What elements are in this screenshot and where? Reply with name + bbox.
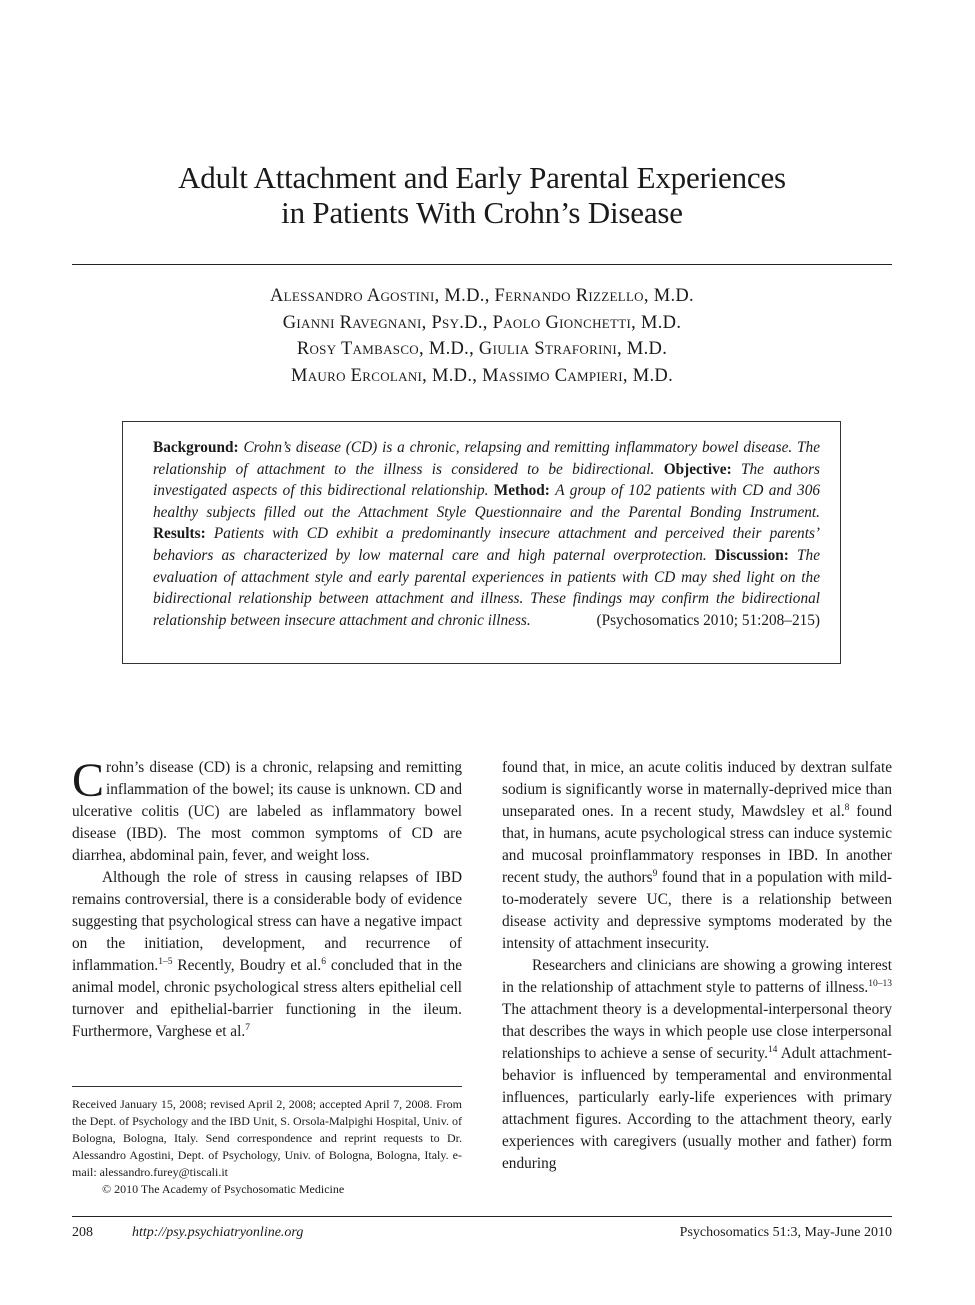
title-line-1: Adult Attachment and Early Parental Experiences [178,160,786,195]
paragraph-text: found that, in humans, acute psychological stress can induce systemic and mucosal proinflammatory responses in IBD. In another recent study, the authors [502,803,892,886]
abstract-results: Patients with CD exhibit a predominantly insecure attachment and perceived their parents’ behaviors as characterized by low maternal care and high paternal overprotection. [153,525,820,564]
drop-cap: C [72,754,105,807]
paragraph-text: The attachment theory is a developmental-interpersonal theory that describes the ways in which people use close interpersonal relationships to achieve a sense of security. [502,1001,892,1062]
citation-ref: 9 [652,868,658,879]
journal-issue-info: Psychosomatics 51:3, May-June 2010 [679,1225,892,1240]
footnote-text: Received January 15, 2008; revised April 2, 2008; accepted April 7, 2008. From the Dept. of Psychology and the IBD Unit, S. Orsola-Malpighi Hospital, Univ. of Bologna, Bologna, Italy. Send correspondence and reprint requests to Dr. Alessandro Agostini, Dept. of Psychology, Univ. of Bologna, Bologna, Italy. e-mail: alessandro.furey@tiscali.it [72,1097,462,1179]
abstract-method-label: Method: [493,482,550,500]
author-line: Rosy Tambasco, M.D., Giulia Straforini, M.D. [296,339,668,360]
abstract-objective-label: Objective: [663,460,732,478]
citation-ref: 1–5 [158,956,173,967]
paragraph-text: found that in a population with mild-to-moderately severe UC, there is a relationship between disease activity and depressive symptoms moderated by the intensity of attachment insecurity. [502,869,892,952]
paragraph-text: Researchers and clinicians are showing a growing interest in the relationship of attachment style to patterns of illness. [502,957,892,996]
footnote [72,1096,462,1198]
copyright-notice: © 2010 The Academy of Psychosomatic Medicine [102,1182,345,1196]
author-list [72,283,892,390]
footnote-divider [72,1086,462,1087]
citation-ref: 7 [245,1022,250,1033]
body-column-right [502,757,892,1175]
body-paragraph [72,867,462,1043]
journal-url-link[interactable]: http://psy.psychiatryonline.org [132,1225,304,1240]
author-line: Mauro Ercolani, M.D., Massimo Campieri, M.D. [290,366,674,387]
footer-divider [72,1216,892,1217]
abstract-objective: The authors investigated aspects of this bidirectional relationship. [153,460,820,500]
body-paragraph [502,757,892,955]
article-title [72,160,892,230]
author-line: Gianni Ravegnani, Psy.D., Paolo Gionchetti, M.D. [282,312,682,333]
author-line: Alessandro Agostini, M.D., Fernando Rizzello, M.D. [270,286,694,306]
abstract-background: Crohn’s disease (CD) is a chronic, relapsing and remitting inflammatory bowel disease. The relationship of attachment to the illness is considered to be bidirectional. [153,439,820,478]
citation-ref: 10–13 [868,978,892,989]
abstract-discussion: The evaluation of attachment style and early parental experiences in patients with CD may shed light on the bidirectional relationship between attachment and illness. These findings may confirm the bidirectional relationship between insecure attachment and chronic illness. [153,546,820,629]
abstract-results-label: Results: [153,525,206,543]
paragraph-text: Although the role of stress in causing relapses of IBD remains controversial, there is a considerable body of evidence suggesting that psychological stress can have a negative impact on the initiation, development, and recurrence of inflammation. [72,869,462,974]
abstract-discussion-label: Discussion: [714,546,789,564]
paragraph-text: Recently, Boudry et al. [172,957,322,974]
paragraph-text: found that, in mice, an acute colitis induced by dextran sulfate sodium is significantly worse in maternally-deprived mice than unseparated ones. In a recent study, Mawdsley et al. [502,759,892,820]
abstract-method: A group of 102 patients with CD and 306 healthy subjects filled out the Attachment Style Questionnaire and the Parental Bonding Instrument. [153,482,821,521]
abstract [153,437,820,631]
paragraph-text: concluded that in the animal model, chronic psychological stress alters epithelial cell turnover and epithelial-barrier functioning in the ileum. Furthermore, Varghese et al. [72,957,463,1040]
paragraph-text: Adult attachment-behavior is influenced by temperamental and environmental influences, particularly early-life experiences with primary attachment figures. According to the attachment theory, early experiences with caregivers (usually mother and father) form enduring [502,1045,892,1172]
body-paragraph [502,955,892,1175]
citation-ref: 14 [767,1044,778,1055]
abstract-background-label: Background: [153,439,239,456]
page-number: 208 [72,1225,93,1240]
citation-ref: 6 [321,956,326,967]
title-divider [72,264,892,265]
body-column-left [72,754,463,1043]
paragraph-text: rohn’s disease (CD) is a chronic, relapsing and remitting inflammation of the bowel; its cause is unknown. CD and ulcerative colitis (UC) are labeled as inflammatory bowel disease (IBD). The most common symptoms of CD are diarrhea, abdominal pain, fever, and weight loss. [72,759,462,864]
body-paragraph [72,754,462,867]
title-line-2: in Patients With Crohn’s Disease [281,195,683,230]
abstract-citation: (Psychosomatics 2010; 51:208–215) [596,611,820,629]
citation-ref: 8 [844,802,850,813]
